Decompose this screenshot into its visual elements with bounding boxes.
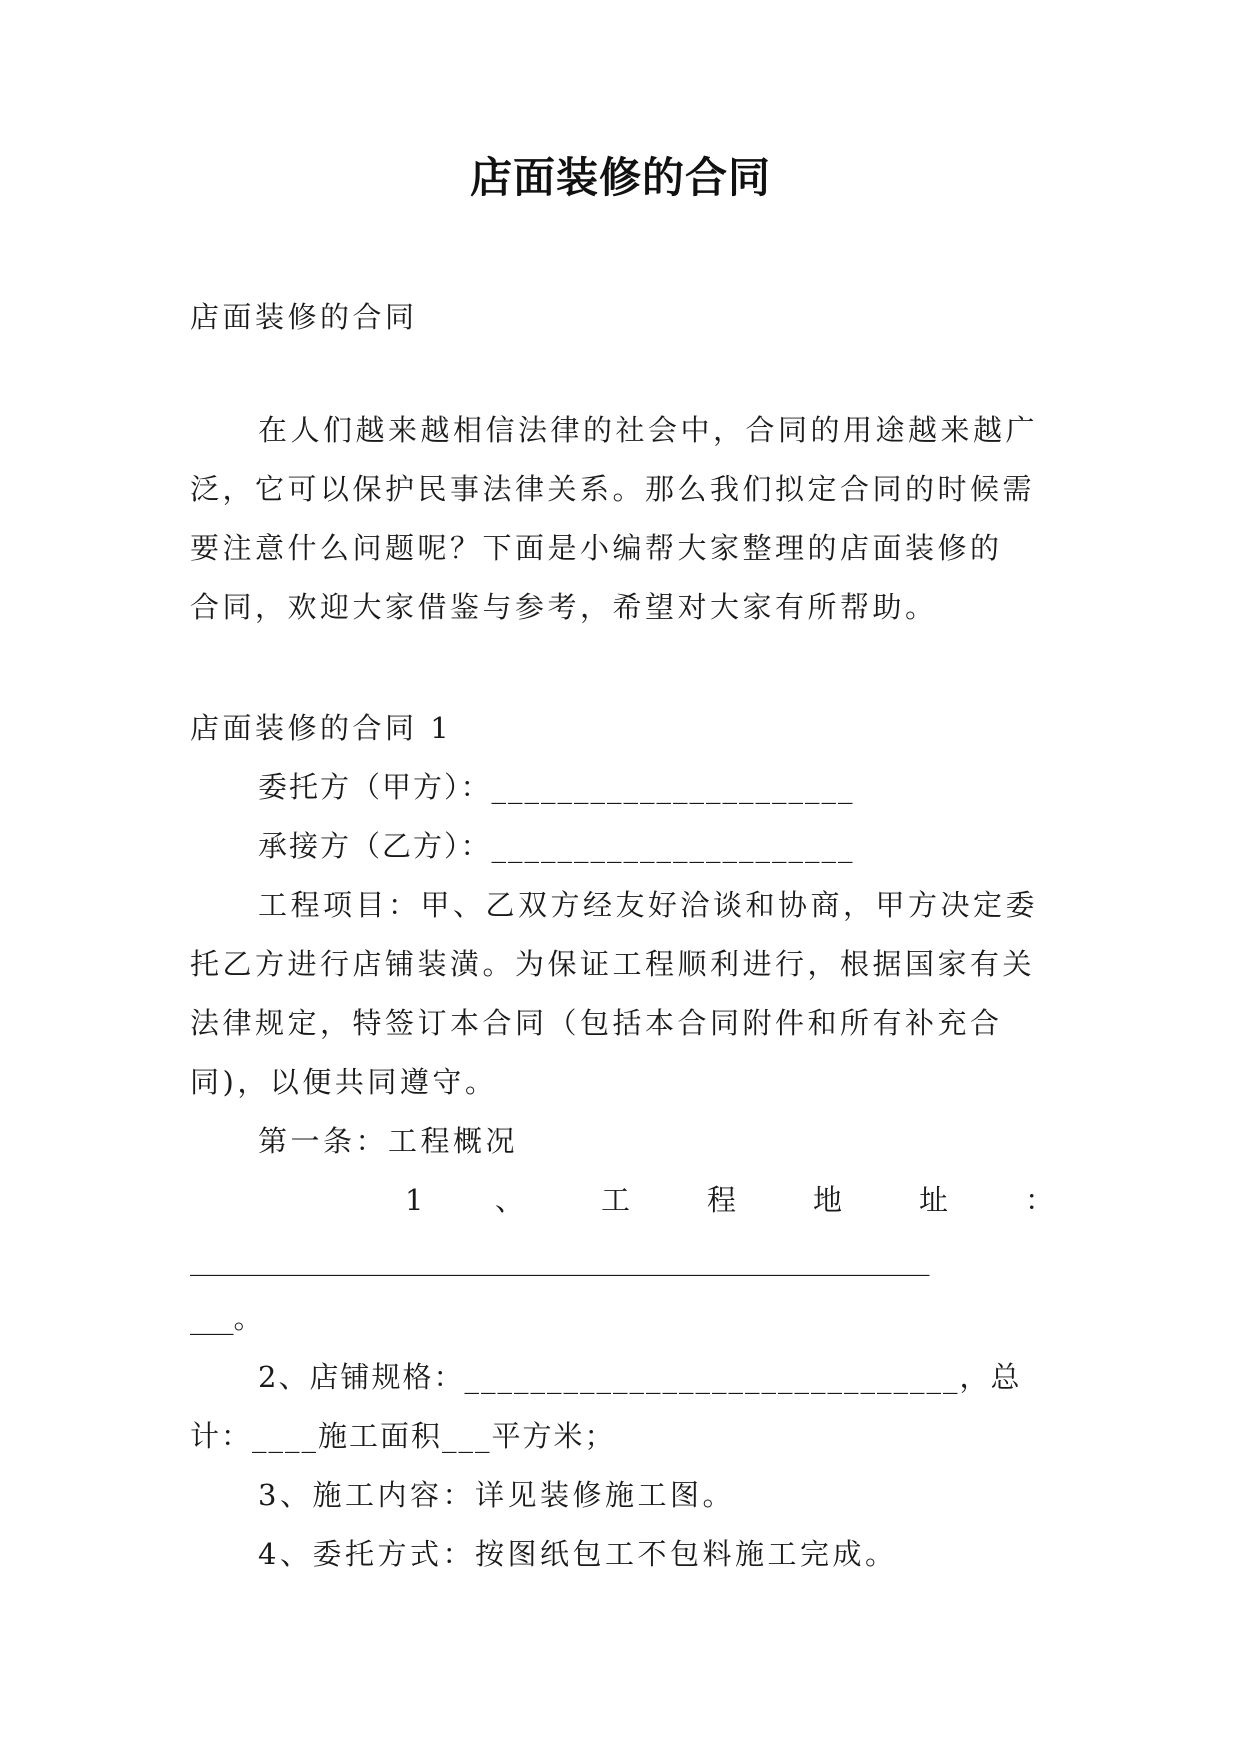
party-b-line: 承接方（乙方）：______________________	[258, 829, 855, 863]
spec-line-continued: 计：____施工面积___平方米；	[190, 1419, 616, 1453]
construction-content-line: 3、施工内容：详见装修施工图。	[258, 1478, 735, 1512]
address-label-char: 1	[405, 1183, 427, 1217]
document-subtitle: 店面装修的合同	[190, 300, 418, 334]
address-end-line: ___。	[190, 1301, 263, 1335]
address-label-row	[405, 1180, 1058, 1220]
intro-paragraph-line: 合同，欢迎大家借鉴与参考，希望对大家有所帮助。	[190, 590, 938, 624]
address-label-char: 址	[919, 1183, 952, 1217]
address-label-char: ：	[1025, 1183, 1058, 1217]
project-paragraph-line: 法律规定，特签订本合同（包括本合同附件和所有补充合	[190, 1006, 1003, 1040]
address-label-char: 、	[495, 1183, 528, 1217]
project-paragraph-line: 工程项目：甲、乙双方经友好洽谈和协商，甲方决定委	[258, 888, 1039, 922]
spec-line: 2、店铺规格：______________________________，总	[258, 1360, 1022, 1394]
project-paragraph-line: 同)，以便共同遵守。	[190, 1065, 498, 1099]
intro-paragraph-line: 要注意什么问题呢？下面是小编帮大家整理的店面装修的	[190, 531, 1003, 565]
address-label-char: 程	[707, 1183, 740, 1217]
address-blank-line: ___________________________________________________	[190, 1242, 930, 1276]
intro-paragraph-line: 泛，它可以保护民事法律关系。那么我们拟定合同的时候需	[190, 472, 1036, 506]
intro-paragraph-line: 在人们越来越相信法律的社会中，合同的用途越来越广	[258, 413, 1039, 447]
section-heading: 店面装修的合同 1	[190, 711, 453, 745]
address-label-char: 地	[813, 1183, 846, 1217]
address-label-char: 工	[601, 1183, 634, 1217]
project-paragraph-line: 托乙方进行店铺装潢。为保证工程顺利进行，根据国家有关	[190, 947, 1036, 981]
party-a-line: 委托方（甲方）：______________________	[258, 770, 855, 804]
document-title: 店面装修的合同	[469, 153, 771, 202]
article-1-heading: 第一条：工程概况	[258, 1124, 519, 1158]
commission-method-line: 4、委托方式：按图纸包工不包料施工完成。	[258, 1537, 898, 1571]
